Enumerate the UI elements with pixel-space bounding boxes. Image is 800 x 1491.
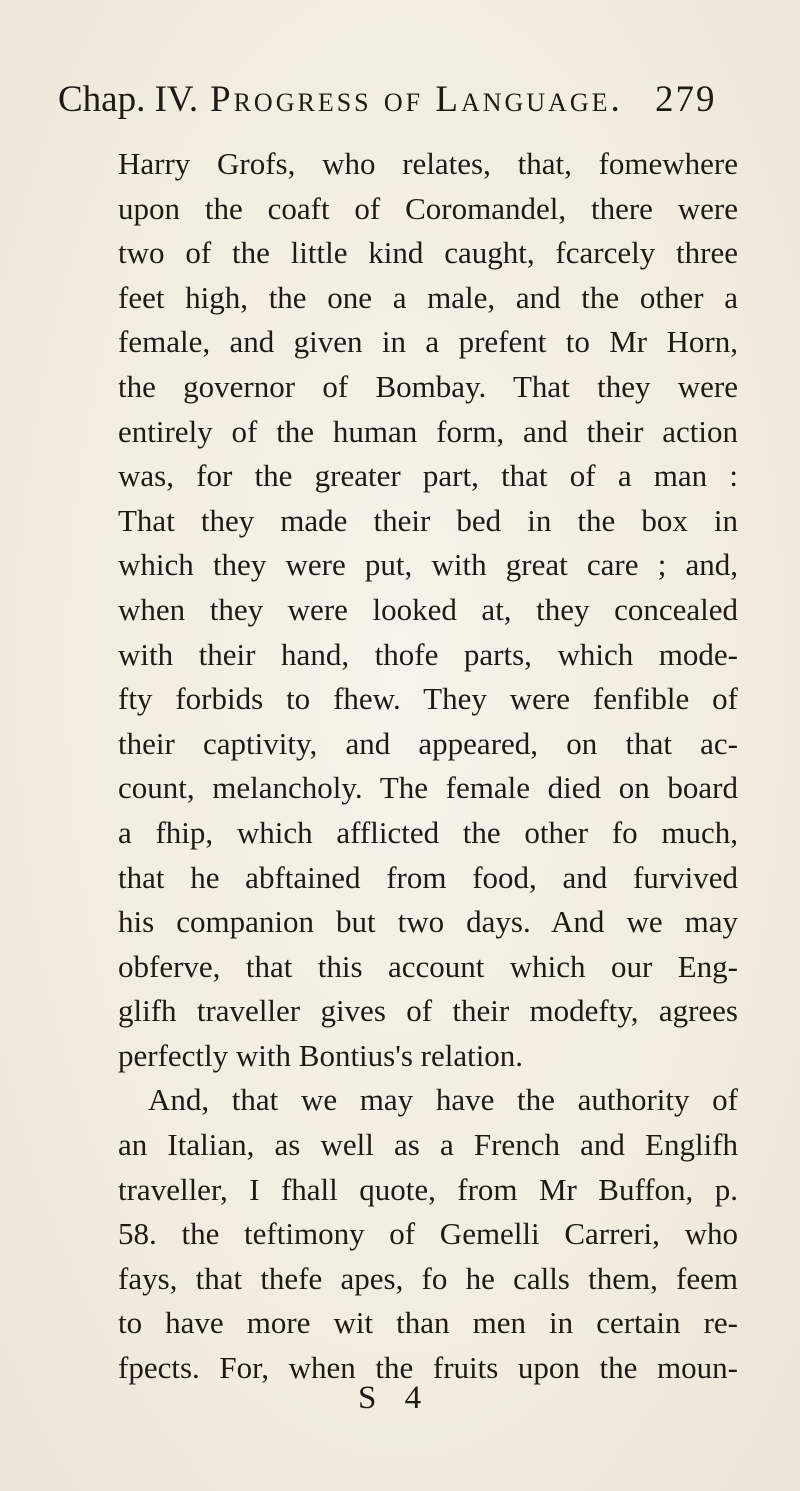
text-line: his companion but two days. And we may [118, 904, 738, 940]
signature-mark: S 4 [358, 1380, 432, 1416]
running-header [58, 78, 748, 128]
text-line: two of the little kind caught, fcarcely three [118, 235, 738, 271]
text-line: was, for the greater part, that of a man : [118, 458, 738, 494]
text-line: which they were put, with great care ; and, [118, 547, 738, 583]
text-line: feet high, the one a male, and the other a [118, 279, 738, 315]
text-line: Harry Grofs, who relates, that, fomewhere [118, 146, 738, 181]
running-title: Progress of Language. [210, 79, 623, 120]
text-line: glifh traveller gives of their modefty, agrees [118, 993, 738, 1029]
page-number: 279 [655, 79, 717, 120]
text-line: fays, that thefe apes, fo he calls them, feem [118, 1260, 738, 1296]
text-line: female, and given in a prefent to Mr Horn, [118, 324, 738, 360]
text-line: an Italian, as well as a French and Englifh [118, 1127, 738, 1163]
text-line: the governor of Bombay. That they were [118, 368, 738, 404]
text-line: to have more wit than men in certain re- [118, 1305, 738, 1341]
text-line: fty forbids to fhew. They were fenfible of [118, 681, 738, 717]
text-line: when they were looked at, they concealed [118, 591, 738, 627]
text-line: a fhip, which afflicted the other fo much, [118, 814, 738, 850]
text-line: their captivity, and appeared, on that ac- [118, 725, 738, 761]
text-line: perfectly with Bontius's relation. [118, 1037, 524, 1073]
text-line: obferve, that this account which our Eng- [118, 948, 738, 984]
text-line: That they made their bed in the box in [118, 502, 738, 538]
chapter-label: Chap. IV. [58, 79, 199, 120]
text-line: 58. the teftimony of Gemelli Carreri, who [118, 1216, 738, 1252]
text-line: traveller, I fhall quote, from Mr Buffon, p. [118, 1171, 738, 1207]
text-line: count, melancholy. The female died on board [118, 770, 738, 806]
text-line: fpects. For, when the fruits upon the moun- [118, 1350, 738, 1386]
body-text [118, 142, 738, 1391]
paragraph-start-line: And, that we may have the authority of [148, 1082, 738, 1118]
text-line: with their hand, thofe parts, which mode- [118, 636, 738, 672]
text-line: entirely of the human form, and their action [118, 413, 738, 449]
text-line: upon the coaft of Coromandel, there were [118, 190, 738, 226]
text-line: that he abftained from food, and furvived [118, 859, 738, 895]
